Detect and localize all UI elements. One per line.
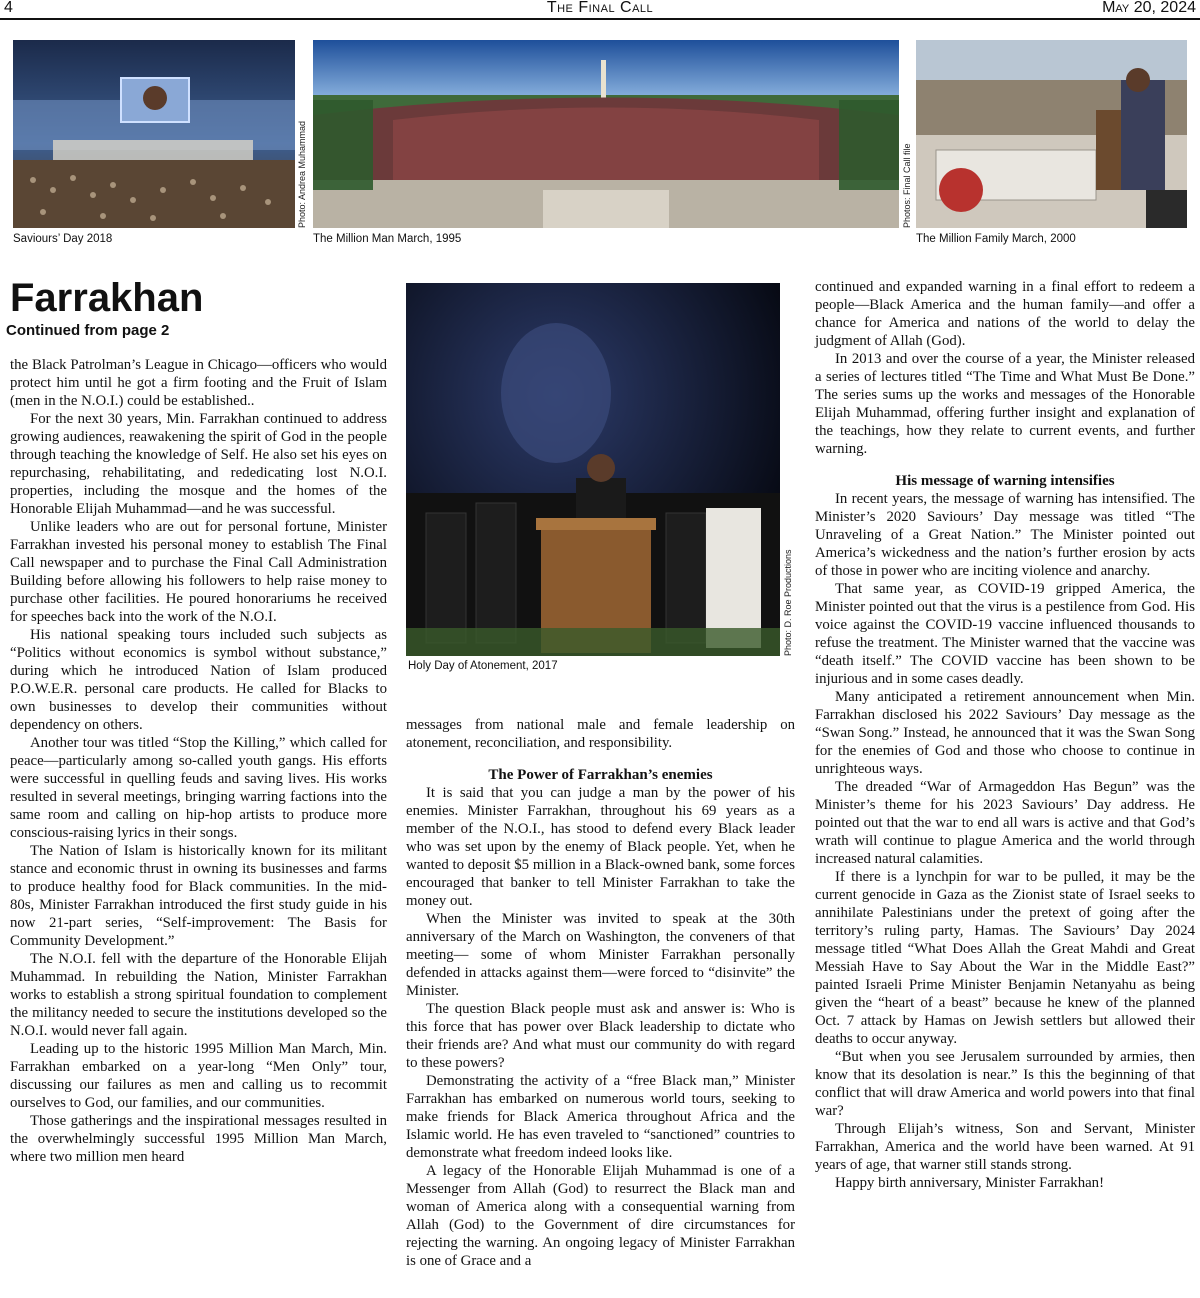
- paragraph: When the Minister was invited to speak at the 30th anniversary of the March on Washington, the conveners of that meeting— some of whom Minister Farrakhan personally defended in attacks against them—were forced to “disinvite” the Minister.: [406, 911, 795, 999]
- paragraph: The question Black people must ask and answer is: Who is this force that has power over Black leadership to dictate who their friends are? And what must our community do with regard to these powers?: [406, 1001, 795, 1071]
- paragraph: Happy birth anniversary, Minister Farrakhan!: [835, 1175, 1105, 1191]
- page-header: [0, 0, 1200, 20]
- paragraph: His national speaking tours included such subjects as “Politics without economics is symbol without substance,” during which he introduced Nation of Islam produced P.O.W.E.R. personal care products. He called for Blacks to own businesses to develop their communities without dependency on others.: [10, 627, 387, 733]
- paragraph: The Nation of Islam is historically known for its militant stance and economic thrust in owning its businesses and farms to produce healthy food for Black communities. In the mid-80s, Minister Farrakhan introduced the first study guide in his now 21-part series, “Self-improvement: The Basis for Community Development.”: [10, 843, 387, 949]
- section-heading-warning: His message of warning intensifies: [895, 473, 1115, 489]
- caption-saviours-day: Saviours’ Day 2018: [13, 233, 113, 245]
- caption-million-man-march: The Million Man March, 1995: [313, 233, 462, 245]
- paragraph: The N.O.I. fell with the departure of the Honorable Elijah Muhammad. In rebuilding the Nation, Minister Farrakhan works to establish a strong spiritual foundation to complement the militancy needed to secure the institutions developed so the N.O.I. would never fall again.: [10, 951, 387, 1039]
- paragraph: If there is a lynchpin for war to be pulled, it may be the current genocide in Gaza as the Zionist state of Israel seeks to annihilate Palestinians under the pretext of going after the territory’s ruling party, Hamas. The Saviours’ Day 2024 message titled “What Does Allah the Great Mahdi and Great Messiah Have to Say About the War in the Middle East?” painted Israeli Prime Minister Benjamin Netanyahu as being given the “heart of a beast” because he knew of the planned Oct. 7 attack by Hamas on Jewish settlers but allowed their deaths to occur anyway.: [815, 869, 1195, 1047]
- article-column-2: [406, 716, 795, 1270]
- paragraph: Demonstrating the activity of a “free Black man,” Minister Farrakhan has embarked on numerous world tours, seeking to make friends for Black America throughout Africa and the Islamic world. He has even traveled to “sanctioned” countries to demonstrate what freedom indeed looks like.: [406, 1073, 795, 1161]
- paragraph: the Black Patrolman’s League in Chicago—officers who would protect him until he got a firm footing and the Fruit of Islam (men in the N.O.I.) could be established..: [10, 357, 387, 409]
- paragraph: continued and expanded warning in a final effort to redeem a people—Black America and the human family—and offer a chance for America and nations of the world to delay the judgment of Allah (God).: [815, 279, 1195, 349]
- article-column-1: [10, 356, 387, 1166]
- paragraph: Through Elijah’s witness, Son and Servant, Minister Farrakhan, America and the world have been warned. At 91 years of age, that warner still stands strong.: [815, 1121, 1195, 1173]
- page-number: 4: [4, 0, 13, 16]
- paragraph: Another tour was titled “Stop the Killing,” which called for peace—particularly among so-called youth gangs. His efforts were successful in quelling feuds and saving lives. His works resulted in several meetings, bringing warring factions into the same room and calling on hip-hop artists to produce more conscious-raising lyrics in their songs.: [10, 735, 387, 841]
- photo-holy-day-of-atonement: [406, 283, 780, 656]
- photo-saviours-day-image: [13, 40, 295, 228]
- paragraph: “But when you see Jerusalem surrounded by armies, then know that its desolation is near.” Is this the beginning of that conflict that will draw America and world powers into that final war?: [815, 1049, 1195, 1119]
- photo-credit-d-roe-productions: Photo: D. Roe Productions: [783, 549, 793, 656]
- photo-million-man-march-image: [313, 40, 899, 228]
- paragraph: The dreaded “War of Armageddon Has Begun” was the Minister’s theme for his 2023 Saviours’ Day address. He pointed out that the war to end all wars is active and that God’s wrath will continue to plague America and the world through increased natural calamities.: [815, 779, 1195, 867]
- photo-credit-final-call-file: Photos: Final Call file: [902, 143, 912, 228]
- photo-atonement-image: [406, 283, 780, 656]
- caption-holy-day-of-atonement: Holy Day of Atonement, 2017: [408, 660, 558, 672]
- photo-million-family-march: [916, 40, 1187, 228]
- paragraph: messages from national male and female leadership on atonement, reconciliation, and responsibility.: [406, 717, 795, 751]
- caption-million-family-march: The Million Family March, 2000: [916, 233, 1076, 245]
- article-headline: Farrakhan: [10, 276, 204, 320]
- paragraph: That same year, as COVID-19 gripped America, the Minister pointed out that the virus is a pestilence from God. His voice against the COVID-19 vaccine influenced thousands to refuse the treatment. The Minister warned that the vaccine was “death itself.” The COVID vaccine has been shown to be injurious and in some cases deadly.: [815, 581, 1195, 687]
- photo-saviours-day-2018: [13, 40, 295, 228]
- issue-date: May 20, 2024: [1102, 0, 1196, 16]
- paragraph: Those gatherings and the inspirational messages resulted in the overwhelmingly successful 1995 Million Man March, where two million men heard: [10, 1113, 387, 1165]
- section-heading-enemies: The Power of Farrakhan’s enemies: [488, 767, 713, 783]
- paragraph: Leading up to the historic 1995 Million Man March, Min. Farrakhan embarked on a year-long “Men Only” tour, discussing our failures as men and calling us to recommit ourselves to God, our families, and our communities.: [10, 1041, 387, 1111]
- photo-million-man-march: [313, 40, 899, 228]
- paragraph: A legacy of the Honorable Elijah Muhammad is one of a Messenger from Allah (God) to resurrect the Black man and woman of America along with a consequential warning from Allah (God) to the Government of dire circumstances for rejecting the warning. An ongoing legacy of Minister Farrakhan is one of Grace and a: [406, 1163, 795, 1269]
- paragraph: In 2013 and over the course of a year, the Minister released a series of lectures titled “The Time and What Must Be Done.” The series sums up the works and messages of the Honorable Elijah Muhammad, offering further insight and explanation of the teachings, how they relate to current events, and further warning.: [815, 351, 1195, 457]
- paragraph: In recent years, the message of warning has intensified. The Minister’s 2020 Saviours’ Day message was titled “The Unraveling of a Great Nation.” The Minister pointed out America’s wickedness and the nation’s further erosion by acts of those in power who are inciting violence and anarchy.: [815, 491, 1195, 579]
- paragraph: It is said that you can judge a man by the power of his enemies. Minister Farrakhan, throughout his 69 years as a member of the N.O.I., has stood to defend every Black leader who was set upon by the enemy of Black people. Yet, when he wanted to deposit $5 million in a Black-owned bank, some forces encouraged that banker to tell Minister Farrakhan to take the money out.: [406, 785, 795, 909]
- paragraph: Unlike leaders who are out for personal fortune, Minister Farrakhan invested his personal money to establish The Final Call newspaper and to purchase the Final Call Administration Building before allowing his followers to help raise money to purchase other facilities. He poured honorariums he received for speeches back into the work of the N.O.I.: [10, 519, 387, 625]
- continued-from-note: Continued from page 2: [6, 322, 170, 339]
- photo-million-family-march-image: [916, 40, 1187, 228]
- photo-credit-andrea-muhammad: Photo: Andrea Muhammad: [297, 120, 307, 228]
- paragraph: Many anticipated a retirement announcement when Min. Farrakhan disclosed his 2022 Saviours’ Day message as the “Swan Song.” Instead, he announced that it was the Swan Song for the enemies of God and those who choose to continue in unrighteous ways.: [815, 689, 1195, 777]
- article-column-3: [815, 278, 1195, 1192]
- paragraph: For the next 30 years, Min. Farrakhan continued to address growing audiences, reawakening the spirit of God in the people through teaching the knowledge of Self. He also set his eyes on repurchasing, rehabilitating, and rededicating lost N.O.I. properties, including the mosque and the homes of the Honorable Elijah Muhammad—and he was successful.: [10, 411, 387, 517]
- publication-name: The Final Call: [546, 0, 654, 16]
